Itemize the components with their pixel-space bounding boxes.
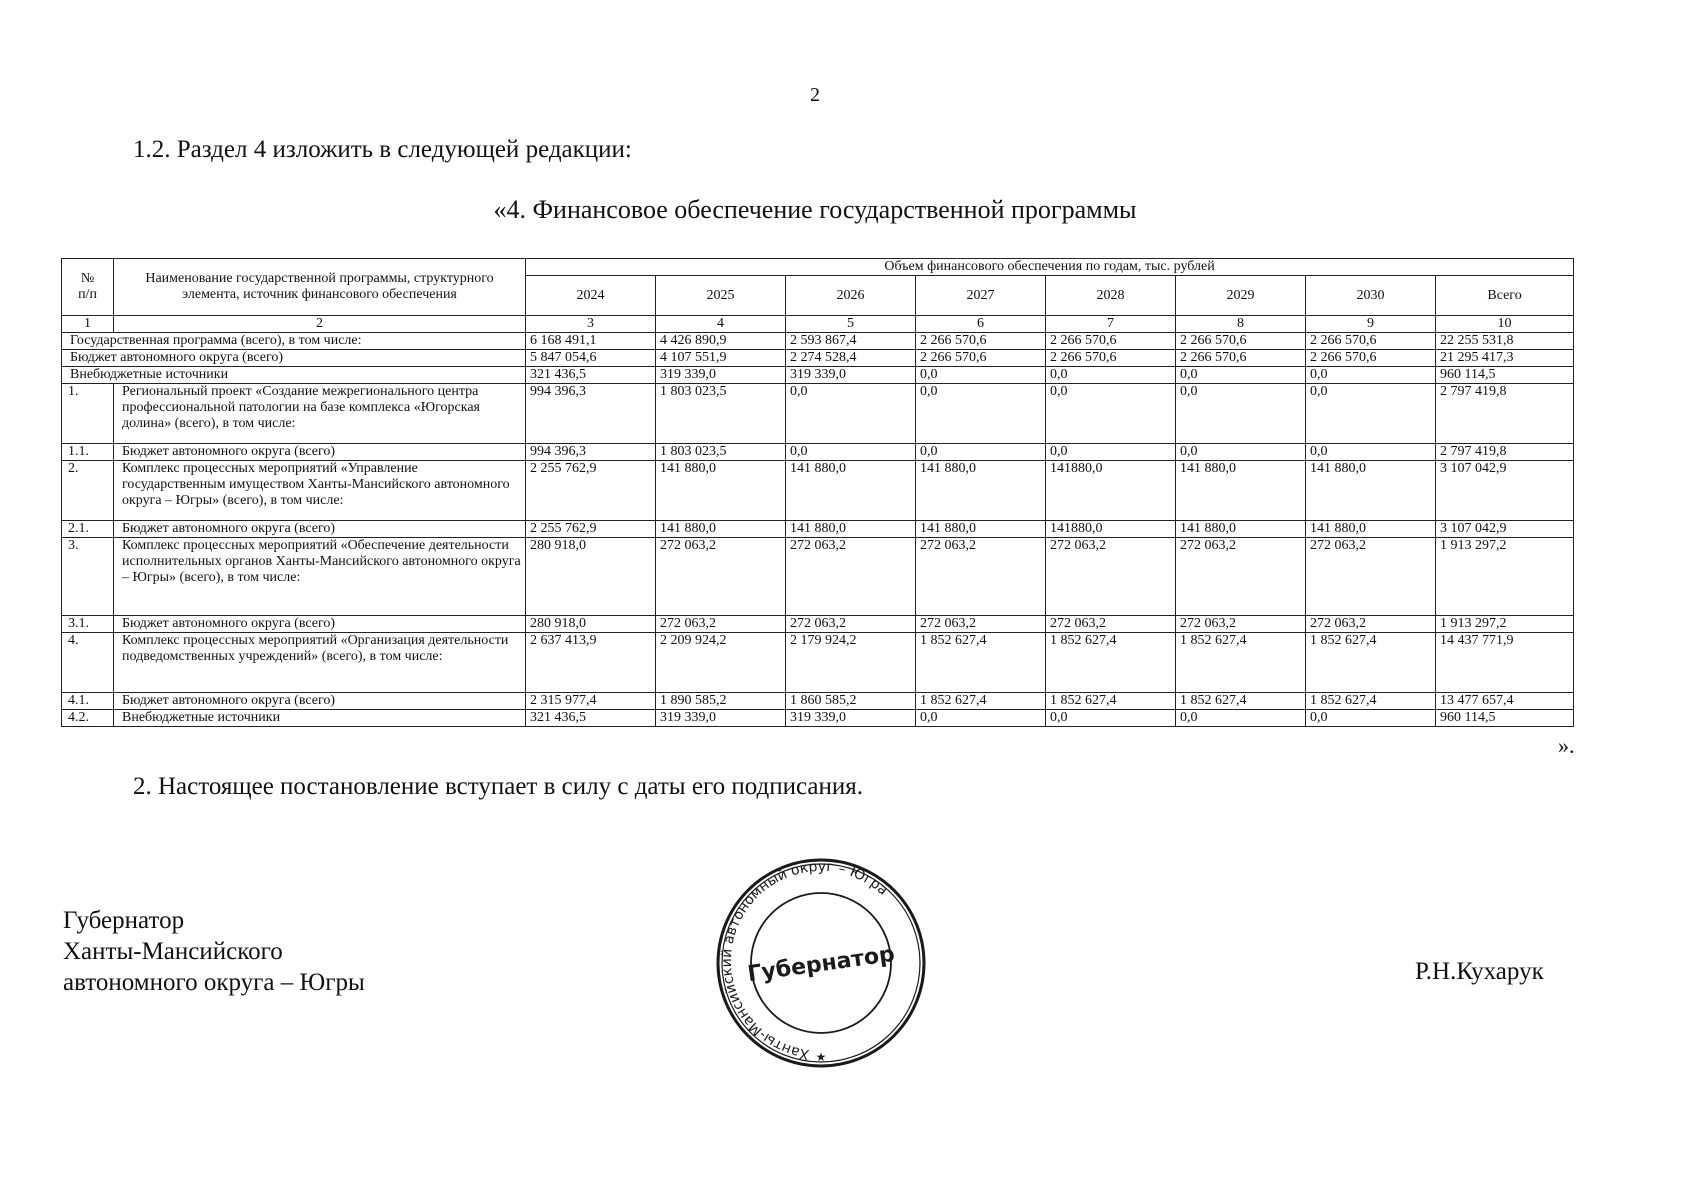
table-row [62, 333, 1574, 350]
column-index-cell: 8 [1176, 316, 1306, 333]
row-year-value: 272 063,2 [1046, 538, 1176, 616]
row-year-value: 4 107 551,9 [656, 350, 786, 367]
row-year-value: 141 880,0 [1176, 521, 1306, 538]
row-year-value: 319 339,0 [786, 367, 916, 384]
signer-position-line: Губернатор [63, 907, 185, 934]
row-year-value: 141 880,0 [916, 521, 1046, 538]
row-year-value: 2 593 867,4 [786, 333, 916, 350]
column-index-cell: 10 [1436, 316, 1574, 333]
row-year-value: 272 063,2 [1306, 616, 1436, 633]
row-year-value: 1 860 585,2 [786, 693, 916, 710]
column-index-cell: 7 [1046, 316, 1176, 333]
row-total-value: 1 913 297,2 [1436, 616, 1574, 633]
seal-ring-text: Ханты-Мансийский автономный округ – Югра [718, 858, 891, 1063]
row-number: 4.2. [62, 710, 114, 727]
row-year-value: 141 880,0 [786, 461, 916, 521]
row-year-value: 272 063,2 [916, 538, 1046, 616]
header-total: Всего [1436, 276, 1574, 316]
row-year-value: 0,0 [786, 384, 916, 444]
header-group: Объем финансового обеспечения по годам, тыс. рублей [526, 259, 1574, 276]
section-title: «4. Финансовое обеспечение государственной программы [493, 195, 1137, 224]
closing-quote: ». [1558, 733, 1575, 758]
paragraph-amendment: 1.2. Раздел 4 изложить в следующей редакции: [133, 136, 632, 163]
row-year-value: 4 426 890,9 [656, 333, 786, 350]
row-year-value: 141 880,0 [1306, 461, 1436, 521]
row-number: 3. [62, 538, 114, 616]
header-year: 2025 [656, 276, 786, 316]
row-name: Государственная программа (всего), в том числе: [62, 333, 526, 350]
seal-star-icon: ★ [815, 1050, 827, 1064]
row-year-value: 2 266 570,6 [1306, 350, 1436, 367]
row-year-value: 2 255 762,9 [526, 461, 656, 521]
paragraph-entry-into-force: 2. Настоящее постановление вступает в силу с даты его подписания. [133, 773, 863, 800]
row-number: 2. [62, 461, 114, 521]
row-year-value: 6 168 491,1 [526, 333, 656, 350]
header-year: 2027 [916, 276, 1046, 316]
row-year-value: 2 179 924,2 [786, 633, 916, 693]
row-number: 2.1. [62, 521, 114, 538]
column-index-cell: 6 [916, 316, 1046, 333]
row-year-value: 0,0 [786, 444, 916, 461]
table-row [62, 693, 1574, 710]
header-year: 2030 [1306, 276, 1436, 316]
table-row [62, 710, 1574, 727]
row-year-value: 1 852 627,4 [916, 633, 1046, 693]
row-year-value: 141 880,0 [916, 461, 1046, 521]
table-row [62, 444, 1574, 461]
row-total-value: 3 107 042,9 [1436, 521, 1574, 538]
row-name: Комплекс процессных мероприятий «Организация деятельности подведомственных учреждений» (всего), в том числе: [114, 633, 526, 693]
row-year-value: 1 852 627,4 [1046, 693, 1176, 710]
row-year-value: 272 063,2 [1306, 538, 1436, 616]
table-row [62, 633, 1574, 693]
row-name: Бюджет автономного округа (всего) [62, 350, 526, 367]
row-year-value: 321 436,5 [526, 710, 656, 727]
table-row [62, 350, 1574, 367]
row-name: Региональный проект «Создание межрегионального центра профессиональной патологии на базе комплекса «Югорская долина» (всего), в том числе: [114, 384, 526, 444]
signer-position-line: автономного округа – Югры [63, 969, 365, 996]
row-year-value: 0,0 [1176, 444, 1306, 461]
row-total-value: 13 477 657,4 [1436, 693, 1574, 710]
header-year: 2029 [1176, 276, 1306, 316]
row-total-value: 3 107 042,9 [1436, 461, 1574, 521]
table-row [62, 616, 1574, 633]
row-year-value: 319 339,0 [786, 710, 916, 727]
header-no: № п/п [62, 259, 114, 316]
row-year-value: 319 339,0 [656, 710, 786, 727]
row-name: Бюджет автономного округа (всего) [114, 616, 526, 633]
row-year-value: 272 063,2 [1046, 616, 1176, 633]
row-total-value: 960 114,5 [1436, 367, 1574, 384]
row-year-value: 272 063,2 [1176, 616, 1306, 633]
table-header [62, 259, 1574, 316]
row-total-value: 22 255 531,8 [1436, 333, 1574, 350]
row-year-value: 2 266 570,6 [1176, 333, 1306, 350]
row-year-value: 0,0 [1046, 710, 1176, 727]
signer-position-line: Ханты-Мансийского [63, 938, 283, 965]
seal-center-text: Губернатор [746, 941, 897, 988]
row-year-value: 280 918,0 [526, 538, 656, 616]
row-total-value: 2 797 419,8 [1436, 444, 1574, 461]
row-year-value: 1 803 023,5 [656, 384, 786, 444]
row-year-value: 2 637 413,9 [526, 633, 656, 693]
table-body [62, 316, 1574, 727]
row-year-value: 0,0 [1306, 444, 1436, 461]
table-row [62, 461, 1574, 521]
table-row [62, 367, 1574, 384]
table-row [62, 521, 1574, 538]
row-year-value: 2 209 924,2 [656, 633, 786, 693]
column-index-row [62, 316, 1574, 333]
row-year-value: 0,0 [1046, 367, 1176, 384]
row-year-value: 1 852 627,4 [1306, 633, 1436, 693]
row-year-value: 0,0 [916, 367, 1046, 384]
financing-table [61, 258, 1574, 727]
row-year-value: 272 063,2 [916, 616, 1046, 633]
row-year-value: 0,0 [1176, 710, 1306, 727]
row-year-value: 0,0 [1176, 384, 1306, 444]
column-index-cell: 2 [114, 316, 526, 333]
row-year-value: 1 890 585,2 [656, 693, 786, 710]
row-year-value: 0,0 [916, 444, 1046, 461]
row-total-value: 14 437 771,9 [1436, 633, 1574, 693]
header-year: 2026 [786, 276, 916, 316]
header-name: Наименование государственной программы, структурного элемента, источник финансового обеспечения [114, 259, 526, 316]
row-number: 1. [62, 384, 114, 444]
page-number: 2 [810, 84, 820, 106]
row-year-value: 141 880,0 [1176, 461, 1306, 521]
row-total-value: 960 114,5 [1436, 710, 1574, 727]
row-year-value: 321 436,5 [526, 367, 656, 384]
row-year-value: 1 852 627,4 [916, 693, 1046, 710]
signer-name: Р.Н.Кухарук [1415, 958, 1544, 985]
row-name: Бюджет автономного округа (всего) [114, 521, 526, 538]
row-year-value: 994 396,3 [526, 444, 656, 461]
row-year-value: 0,0 [1306, 384, 1436, 444]
row-year-value: 2 315 977,4 [526, 693, 656, 710]
row-year-value: 272 063,2 [786, 538, 916, 616]
row-year-value: 2 266 570,6 [1046, 350, 1176, 367]
row-name: Внебюджетные источники [62, 367, 526, 384]
row-year-value: 0,0 [1046, 384, 1176, 444]
row-total-value: 21 295 417,3 [1436, 350, 1574, 367]
row-year-value: 5 847 054,6 [526, 350, 656, 367]
row-year-value: 2 266 570,6 [916, 350, 1046, 367]
signer-position [63, 905, 365, 998]
header-year: 2028 [1046, 276, 1176, 316]
row-name: Комплекс процессных мероприятий «Управление государственным имуществом Ханты-Мансийского автономного округа – Югры» (всего), в том числе: [114, 461, 526, 521]
row-year-value: 141880,0 [1046, 521, 1176, 538]
row-year-value: 141 880,0 [656, 521, 786, 538]
column-index-cell: 1 [62, 316, 114, 333]
row-name: Бюджет автономного округа (всего) [114, 693, 526, 710]
row-year-value: 272 063,2 [656, 616, 786, 633]
column-index-cell: 9 [1306, 316, 1436, 333]
row-year-value: 272 063,2 [656, 538, 786, 616]
row-year-value: 1 852 627,4 [1046, 633, 1176, 693]
row-year-value: 0,0 [1176, 367, 1306, 384]
row-year-value: 0,0 [916, 384, 1046, 444]
row-year-value: 141 880,0 [786, 521, 916, 538]
row-year-value: 2 266 570,6 [916, 333, 1046, 350]
row-year-value: 1 803 023,5 [656, 444, 786, 461]
table-row [62, 538, 1574, 616]
row-year-value: 0,0 [1046, 444, 1176, 461]
row-year-value: 1 852 627,4 [1306, 693, 1436, 710]
row-year-value: 2 266 570,6 [1046, 333, 1176, 350]
row-year-value: 141 880,0 [656, 461, 786, 521]
row-number: 4. [62, 633, 114, 693]
official-seal [716, 856, 926, 1078]
row-year-value: 1 852 627,4 [1176, 633, 1306, 693]
row-total-value: 2 797 419,8 [1436, 384, 1574, 444]
row-year-value: 0,0 [1306, 710, 1436, 727]
row-year-value: 1 852 627,4 [1176, 693, 1306, 710]
table-row [62, 384, 1574, 444]
column-index-cell: 5 [786, 316, 916, 333]
row-year-value: 272 063,2 [786, 616, 916, 633]
row-year-value: 280 918,0 [526, 616, 656, 633]
row-year-value: 319 339,0 [656, 367, 786, 384]
row-year-value: 0,0 [916, 710, 1046, 727]
row-number: 3.1. [62, 616, 114, 633]
row-number: 1.1. [62, 444, 114, 461]
row-year-value: 2 266 570,6 [1176, 350, 1306, 367]
row-name: Бюджет автономного округа (всего) [114, 444, 526, 461]
row-name: Внебюджетные источники [114, 710, 526, 727]
row-year-value: 0,0 [1306, 367, 1436, 384]
row-total-value: 1 913 297,2 [1436, 538, 1574, 616]
row-name: Комплекс процессных мероприятий «Обеспечение деятельности исполнительных органов Ханты-Мансийского автономного округа – Югры» (всего), в том числе: [114, 538, 526, 616]
row-year-value: 141880,0 [1046, 461, 1176, 521]
header-year: 2024 [526, 276, 656, 316]
row-year-value: 2 255 762,9 [526, 521, 656, 538]
row-year-value: 2 266 570,6 [1306, 333, 1436, 350]
row-year-value: 994 396,3 [526, 384, 656, 444]
row-number: 4.1. [62, 693, 114, 710]
row-year-value: 141 880,0 [1306, 521, 1436, 538]
row-year-value: 2 274 528,4 [786, 350, 916, 367]
row-year-value: 272 063,2 [1176, 538, 1306, 616]
column-index-cell: 4 [656, 316, 786, 333]
column-index-cell: 3 [526, 316, 656, 333]
